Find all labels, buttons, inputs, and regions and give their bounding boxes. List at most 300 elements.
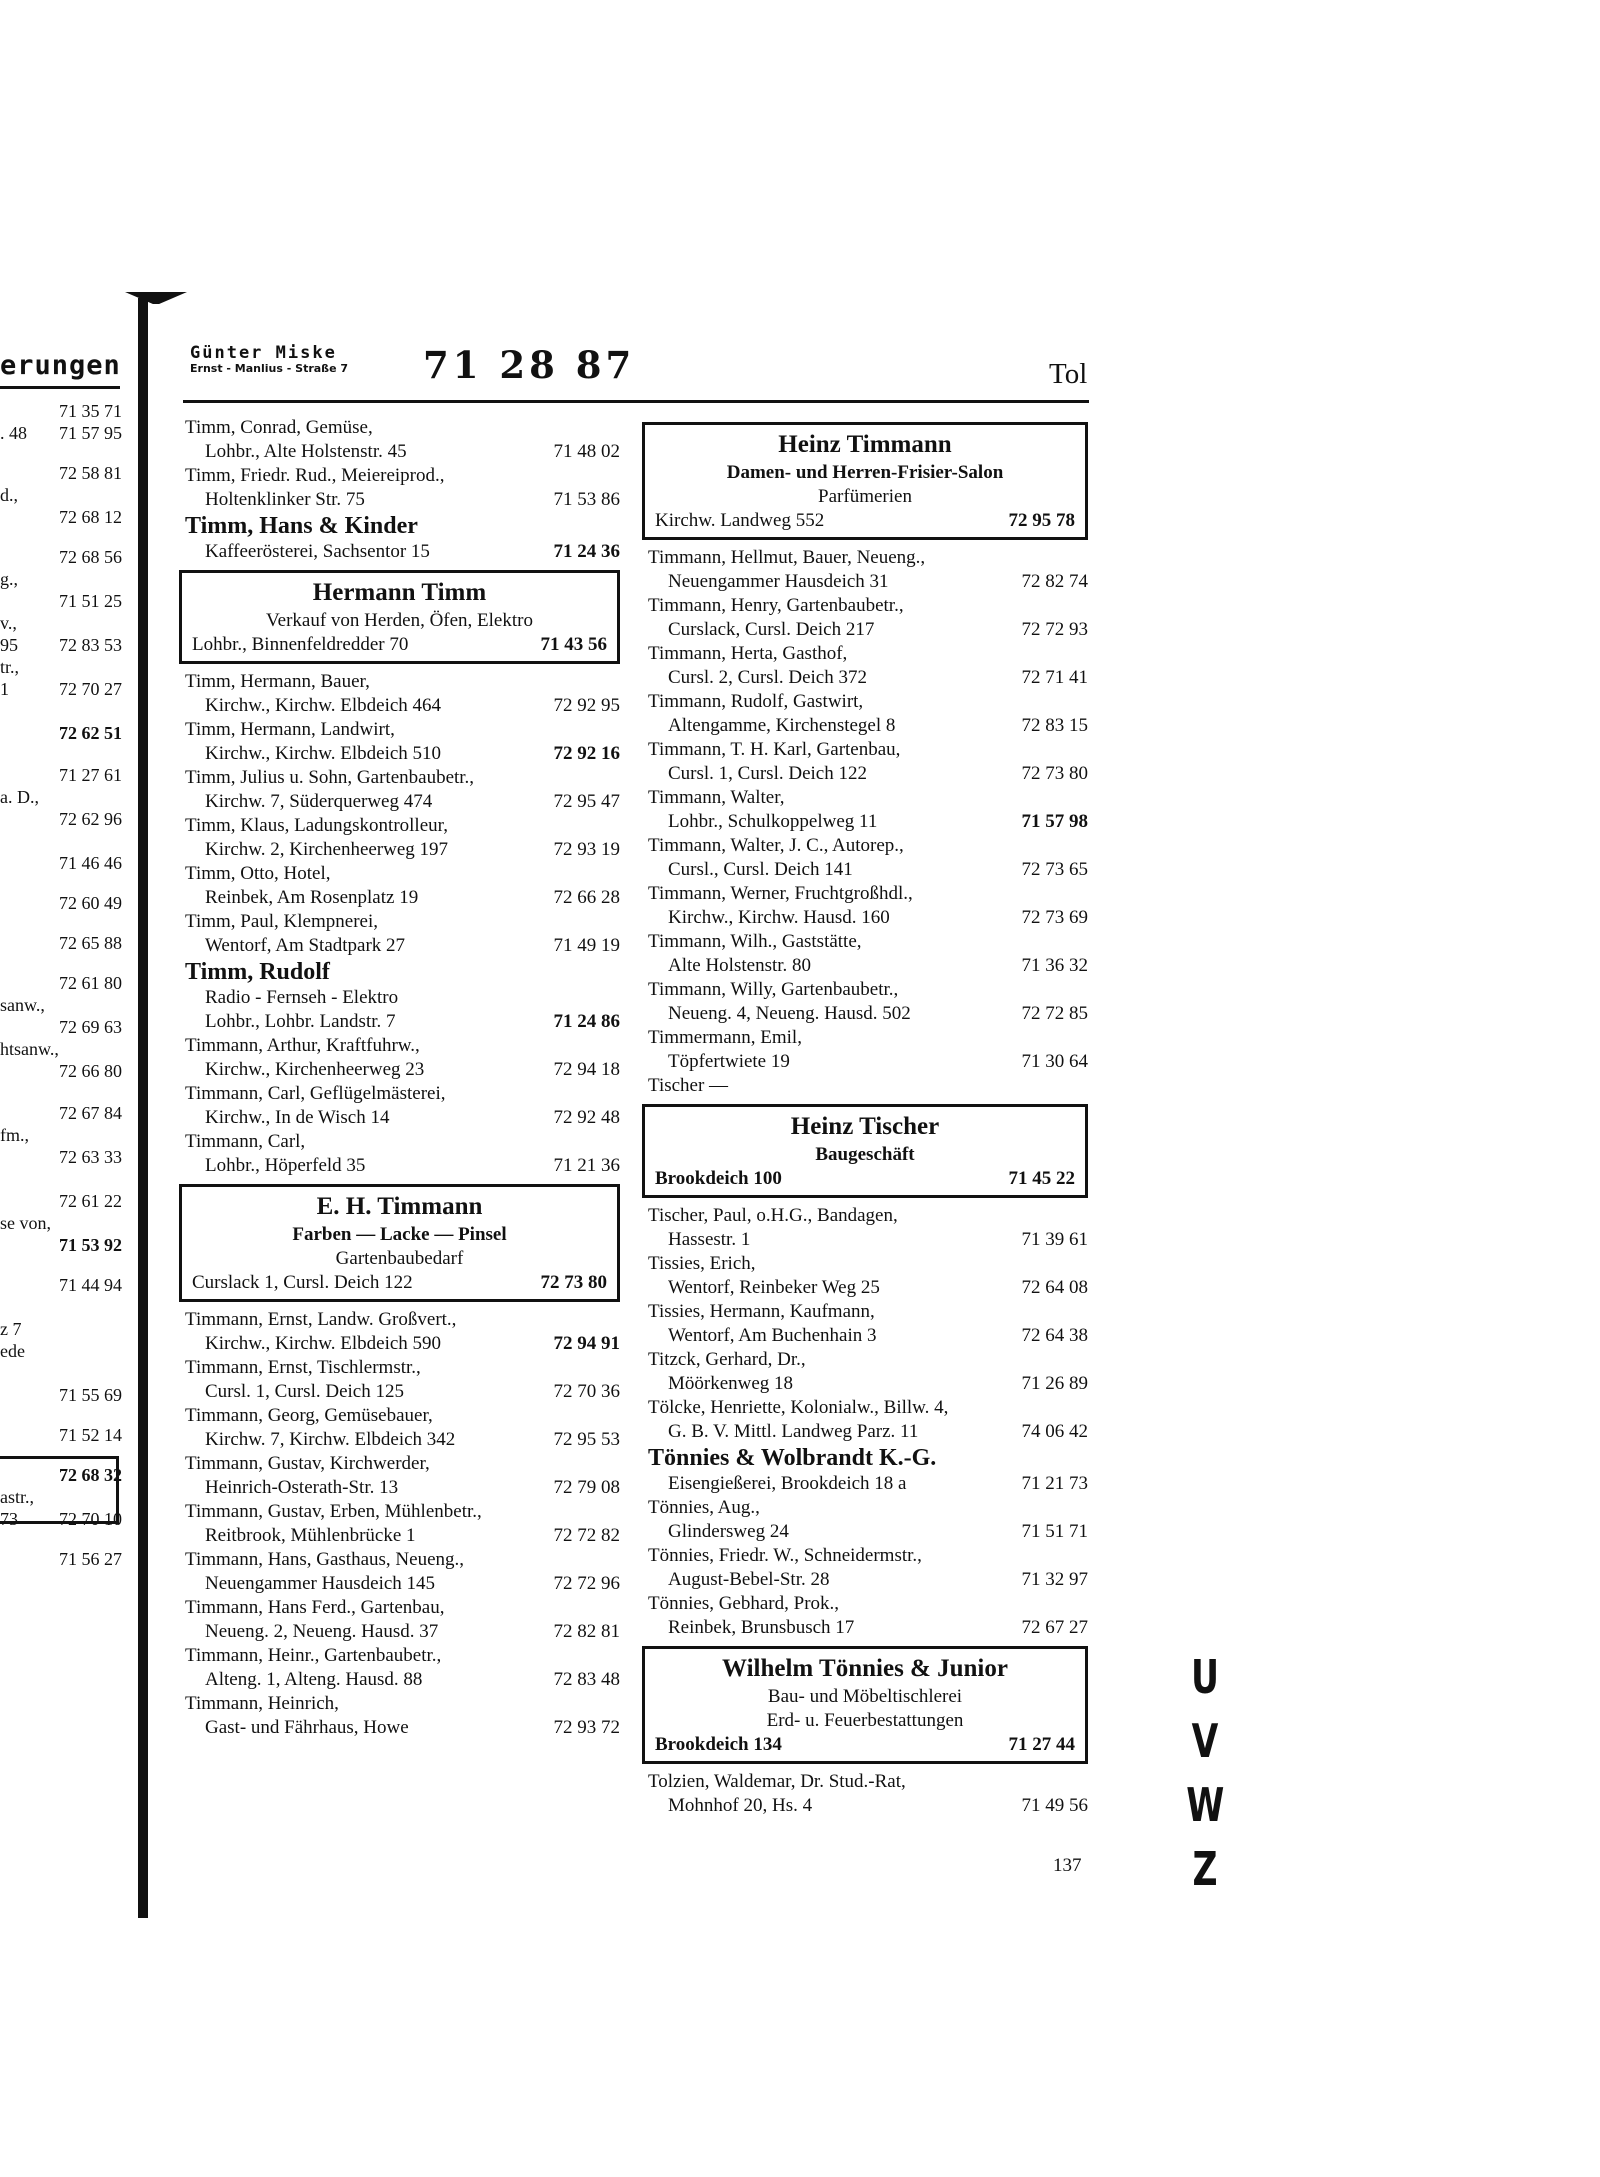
advertisement-address [192,1271,607,1295]
header-advertisement [190,345,348,376]
entry-phone: 72 72 85 [1021,1003,1088,1024]
entry-name: Timmann, Heinrich, [185,1693,339,1714]
previous-column-phone: 71 27 61 [59,765,122,785]
directory-entry [185,814,620,862]
directory-entry [185,1452,620,1500]
entry-phone: 72 83 48 [553,1669,620,1690]
directory-entry [648,1300,1088,1348]
directory-column-2 [648,416,1088,1818]
thumb-index-letter: W [1186,1778,1225,1832]
entry-address: Möörkenweg 18 [668,1373,794,1394]
entry-name: Timmermann, Emil, [648,1027,802,1048]
advertisement-phone: 72 73 80 [540,1272,607,1293]
advertisement-line: Verkauf von Herden, Öfen, Elektro [266,610,533,631]
previous-column-row [0,422,122,444]
previous-column-phone: 71 51 25 [59,591,122,611]
entry-address: Kirchw. 7, Kirchw. Elbdeich 342 [205,1429,456,1450]
previous-column-text: g., [0,569,18,589]
entry-name: Timm, Friedr. Rud., Meiereiprod., [185,465,445,486]
previous-column-text: d., [0,485,18,505]
previous-column-row [0,722,122,744]
entry-address: Kirchw. 7, Süderquerweg 474 [205,791,433,812]
directory-entry [185,1356,620,1404]
entry-name: Timmann, Ernst, Tischlermstr., [185,1357,421,1378]
directory-entry [648,978,1088,1026]
previous-column-phone: 72 61 22 [59,1191,122,1211]
entry-name: Timmann, Wilh., Gaststätte, [648,931,862,952]
entry-name: Timmann, Herta, Gasthof, [648,643,848,664]
entry-address: Wentorf, Am Stadtpark 27 [205,935,406,956]
directory-entry [648,1348,1088,1396]
previous-column-phone: 71 57 95 [59,423,122,443]
entry-address: Reinbek, Brunsbusch 17 [668,1617,855,1638]
entry-address: Reitbrook, Mühlenbrücke 1 [205,1525,416,1546]
directory-entry [648,642,1088,690]
advertisement-phone: 71 43 56 [540,634,607,655]
previous-column-phone: 71 53 92 [59,1235,122,1255]
entry-name: Tissies, Erich, [648,1253,756,1274]
thumb-index-letter: Z [1192,1842,1218,1896]
entry-address: Curslack, Cursl. Deich 217 [668,619,875,640]
entry-address: Kirchw. 2, Kirchenheerweg 197 [205,839,449,860]
advertiser-name: Hermann Timm [312,579,487,606]
entry-name: Timm, Hans & Kinder [185,513,418,539]
directory-entry [648,1396,1088,1444]
entry-name: Timm, Rudolf [185,959,330,985]
directory-entry [648,1074,1088,1098]
directory-entry [648,546,1088,594]
directory-entry [185,862,620,910]
advertiser-name: Wilhelm Tönnies & Junior [722,1655,1008,1682]
entry-address: Kirchw., In de Wisch 14 [205,1107,390,1128]
header-ad-address: Ernst - Manlius - Straße 7 [190,362,349,375]
entry-name: Timmann, Carl, Geflügelmästerei, [185,1083,446,1104]
entry-address: Cursl. 1, Cursl. Deich 125 [205,1381,404,1402]
entry-name: Timmann, Gustav, Kirchwerder, [185,1453,430,1474]
previous-column-row [0,634,122,656]
entry-phone: 72 72 96 [553,1573,620,1594]
entry-name: Timmann, T. H. Karl, Gartenbau, [648,739,901,760]
previous-column-row [0,1016,122,1038]
directory-entry [185,416,620,464]
previous-column-text: 73 [0,1509,18,1529]
thumb-index-letter: U [1190,1650,1220,1704]
advertisement-address [655,509,1075,533]
previous-column-rule [0,386,120,389]
entry-address: Neueng. 2, Neueng. Hausd. 37 [205,1621,439,1642]
entry-address: Holtenklinker Str. 75 [205,489,365,510]
entry-phone: 72 94 91 [553,1333,620,1354]
directory-entry [185,1404,620,1452]
previous-column-phone: 72 60 49 [59,893,122,913]
previous-column-row [0,1424,122,1446]
directory-entry [185,1308,620,1356]
advertisement-box [642,422,1088,540]
previous-column-phone: 72 69 63 [59,1017,122,1037]
previous-column-phone: 72 68 56 [59,547,122,567]
advertisement-line: Erd- u. Feuerbestattungen [766,1710,964,1731]
entry-address: Altengamme, Kirchenstegel 8 [668,715,896,736]
entry-phone: 72 83 15 [1021,715,1088,736]
directory-entry [648,882,1088,930]
entry-name: Tischer, Paul, o.H.G., Bandagen, [648,1205,898,1226]
directory-entry [648,1496,1088,1544]
advertisement-phone: 72 95 78 [1008,510,1075,531]
previous-column-phone: 72 62 96 [59,809,122,829]
directory-entry [185,910,620,958]
entry-address: Kirchw., Kirchw. Elbdeich 510 [205,743,442,764]
entry-phone: 72 67 27 [1021,1617,1088,1638]
entry-address: Kaffeerösterei, Sachsentor 15 [205,541,430,562]
directory-entry [185,1500,620,1548]
previous-column-row [0,852,122,874]
advertisement-line: Farben — Lacke — Pinsel [292,1224,507,1245]
directory-entry [185,1082,620,1130]
advertiser-name: Heinz Timmann [778,431,952,458]
entry-phone: 71 21 73 [1021,1473,1088,1494]
directory-entry [185,512,620,564]
directory-entry [648,738,1088,786]
entry-name: Timmann, Henry, Gartenbaubetr., [648,595,904,616]
directory-entry [648,594,1088,642]
directory-entry [185,1130,620,1178]
entry-phone: 71 49 56 [1021,1795,1088,1816]
entry-name: Titzck, Gerhard, Dr., [648,1349,806,1370]
entry-address: Glindersweg 24 [668,1521,789,1542]
directory-entry [648,930,1088,978]
directory-entry [185,1596,620,1644]
previous-column-row [0,1102,122,1124]
entry-address: Mohnhof 20, Hs. 4 [668,1795,813,1816]
entry-phone: 72 66 28 [553,887,620,908]
entry-phone: 72 73 65 [1021,859,1088,880]
advertisement-line: Baugeschäft [815,1144,915,1165]
advertisement-line: Bau- und Möbeltischlerei [767,1686,963,1707]
entry-name: Timm, Hermann, Bauer, [185,671,370,692]
previous-column-phone: 72 68 12 [59,507,122,527]
entry-phone: 72 64 08 [1021,1277,1088,1298]
entry-phone: 72 95 53 [553,1429,620,1450]
previous-column-row [0,1190,122,1212]
previous-column-phone: 72 63 33 [59,1147,122,1167]
directory-entry [185,1692,620,1740]
header-ad-name: Günter Miske [190,343,337,363]
previous-column-text: sanw., [0,995,45,1015]
previous-column-row [0,994,122,1016]
entry-phone: 72 82 74 [1021,571,1088,592]
entry-phone: 72 92 16 [553,743,620,764]
previous-column-row [0,1274,122,1296]
entry-phone: 71 53 86 [553,489,620,510]
previous-column-row [0,1124,122,1146]
directory-entry [648,1026,1088,1074]
previous-column-row [0,1212,122,1234]
entry-address: Töpfertwiete 19 [668,1051,790,1072]
previous-column-row [0,506,122,528]
entry-phone: 74 06 42 [1021,1421,1088,1442]
directory-entry [648,1770,1088,1818]
entry-phone: 72 70 36 [553,1381,620,1402]
previous-column-text: . 48 [0,423,27,443]
entry-name: Tölcke, Henriette, Kolonialw., Billw. 4, [648,1397,949,1418]
previous-column-row [0,484,122,506]
previous-column-row [0,1548,122,1570]
previous-column-phone: 72 70 27 [59,679,122,699]
entry-address: Cursl., Cursl. Deich 141 [668,859,853,880]
previous-column-row [0,1146,122,1168]
entry-phone: 71 24 36 [553,541,620,562]
entry-phone: 71 32 97 [1021,1569,1088,1590]
previous-column-phone: 72 58 81 [59,463,122,483]
directory-entry [648,1544,1088,1592]
entry-name: Tönnies, Friedr. W., Schneidermstr., [648,1545,922,1566]
entry-phone: 71 51 71 [1021,1521,1088,1542]
entry-name: Timmann, Arthur, Kraftfuhrw., [185,1035,420,1056]
entry-phone: 72 72 93 [1021,619,1088,640]
directory-entry [648,1444,1088,1496]
previous-column-phone: 72 67 84 [59,1103,122,1123]
entry-name: Timmann, Hans Ferd., Gartenbau, [185,1597,445,1618]
entry-name: Timm, Hermann, Landwirt, [185,719,395,740]
previous-column-phone: 71 56 27 [59,1549,122,1569]
entry-name: Timmann, Willy, Gartenbaubetr., [648,979,899,1000]
directory-entry [648,1592,1088,1640]
directory-entry [185,766,620,814]
entry-phone: 72 64 38 [1021,1325,1088,1346]
entry-name: Timm, Paul, Klempnerei, [185,911,378,932]
entry-phone: 72 92 48 [553,1107,620,1128]
entry-name: Tönnies, Gebhard, Prok., [648,1593,840,1614]
entry-address: Hassestr. 1 [668,1229,751,1250]
previous-column-row [0,1384,122,1406]
previous-column-row [0,1340,122,1362]
previous-column-row [0,462,122,484]
advertisement-address-text: Curslack 1, Cursl. Deich 122 [192,1272,413,1293]
entry-name: Timm, Julius u. Sohn, Gartenbaubetr., [185,767,475,788]
previous-column-text: z 7 [0,1319,22,1339]
directory-entry [648,1252,1088,1300]
previous-column-heading: erungen [0,350,121,381]
entry-phone: 72 93 19 [553,839,620,860]
directory-entry [185,718,620,766]
entry-phone: 72 73 69 [1021,907,1088,928]
entry-name: Timmann, Rudolf, Gastwirt, [648,691,864,712]
directory-entry [648,834,1088,882]
previous-column-row [0,678,122,700]
entry-phone: 71 24 86 [553,1011,620,1032]
advertisement-address [655,1167,1075,1191]
previous-column-row [0,972,122,994]
entry-phone: 72 94 18 [553,1059,620,1080]
entry-phone: 72 82 81 [553,1621,620,1642]
previous-column-row [0,932,122,954]
header-ad-phone: 71 28 87 [423,343,636,387]
previous-column-row [0,546,122,568]
entry-address: Heinrich-Osterath-Str. 13 [205,1477,399,1498]
entry-phone: 71 39 61 [1021,1229,1088,1250]
previous-column-text: htsanw., [0,1039,59,1059]
entry-address: Neuengammer Hausdeich 31 [668,571,889,592]
previous-column-phone: 72 68 32 [59,1465,122,1485]
entry-phone: 71 26 89 [1021,1373,1088,1394]
advertisement-line: Gartenbaubedarf [335,1248,464,1269]
entry-name: Tönnies, Aug., [648,1497,760,1518]
entry-phone: 72 71 41 [1021,667,1088,688]
entry-name: Tischer — [648,1075,729,1096]
advertisement-address-text: Kirchw. Landweg 552 [655,510,825,531]
previous-column-row [0,808,122,830]
advertisement-address-text: Brookdeich 100 [655,1168,782,1189]
advertisement-box [179,570,620,664]
previous-column-phone: 71 55 69 [59,1385,122,1405]
entry-phone: 71 57 98 [1021,811,1088,832]
entry-address: Reinbek, Am Rosenplatz 19 [205,887,419,908]
previous-column-row [0,1318,122,1340]
entry-address: Neueng. 4, Neueng. Hausd. 502 [668,1003,911,1024]
entry-phone: 71 30 64 [1021,1051,1088,1072]
previous-column-row [0,400,122,422]
directory-entry [185,1644,620,1692]
previous-column-row [0,892,122,914]
previous-column-phone: 72 62 51 [59,723,122,743]
entry-name: Timmann, Gustav, Erben, Mühlenbetr., [185,1501,482,1522]
entry-phone: 72 93 72 [553,1717,620,1738]
previous-column-row [0,1234,122,1256]
entry-address: Gast- und Fährhaus, Howe [205,1717,409,1738]
entry-address: Lohbr., Schulkoppelweg 11 [668,811,878,832]
previous-column-phone: 72 66 80 [59,1061,122,1081]
advertisement-address [655,1733,1075,1757]
entry-address: G. B. V. Mittl. Landweg Parz. 11 [668,1421,919,1442]
entry-name: Timmann, Ernst, Landw. Großvert., [185,1309,457,1330]
entry-phone: 71 21 36 [553,1155,620,1176]
entry-phone: 72 92 95 [553,695,620,716]
entry-name: Timmann, Hans, Gasthaus, Neueng., [185,1549,464,1570]
binding-spine [138,298,148,1918]
entry-phone: 72 95 47 [553,791,620,812]
entry-address: Alte Holstenstr. 80 [668,955,812,976]
entry-name: Tönnies & Wolbrandt K.-G. [648,1445,937,1471]
previous-column-phone: 72 83 53 [59,635,122,655]
entry-address: Kirchw., Kirchw. Elbdeich 464 [205,695,442,716]
entry-name: Timm, Otto, Hotel, [185,863,331,884]
entry-phone: 71 49 19 [553,935,620,956]
entry-address: Kirchw., Kirchw. Elbdeich 590 [205,1333,442,1354]
directory-entry [185,1034,620,1082]
previous-column-row [0,612,122,634]
entry-name: Timmann, Walter, J. C., Autorep., [648,835,904,856]
entry-address: Kirchw., Kirchenheerweg 23 [205,1059,425,1080]
previous-column-row [0,1060,122,1082]
entry-address: Neuengammer Hausdeich 145 [205,1573,436,1594]
advertiser-name: E. H. Timmann [316,1193,483,1220]
previous-column-text: a. D., [0,787,39,807]
directory-entry [185,1548,620,1596]
previous-column-phone: 71 44 94 [59,1275,122,1295]
entry-name: Timm, Klaus, Ladungskontrolleur, [185,815,448,836]
previous-column-phone: 72 70 10 [59,1509,122,1529]
previous-column-text: v., [0,613,17,633]
advertisement-line: Damen- und Herren-Frisier-Salon [726,462,1004,483]
entry-address: Wentorf, Am Buchenhain 3 [668,1325,877,1346]
previous-column-row [0,764,122,786]
previous-column-fragment [0,350,125,1850]
advertisement-address [192,633,607,657]
binding-spine-cap [125,292,187,304]
previous-column-text: fm., [0,1125,29,1145]
previous-column-text: tr., [0,657,20,677]
previous-column-text: se von, [0,1213,51,1233]
advertisement-phone: 71 45 22 [1008,1168,1075,1189]
entry-address: Lohbr., Alte Holstenstr. 45 [205,441,407,462]
previous-column-phone: 71 46 46 [59,853,122,873]
directory-entry [185,670,620,718]
entry-name: Timmann, Georg, Gemüsebauer, [185,1405,433,1426]
entry-address: Cursl. 2, Cursl. Deich 372 [668,667,867,688]
advertisement-box [642,1646,1088,1764]
entry-address: Kirchw., Kirchw. Hausd. 160 [668,907,890,928]
advertisement-phone: 71 27 44 [1008,1734,1075,1755]
previous-column-phone: 72 61 80 [59,973,122,993]
previous-column-text: astr., [0,1487,34,1507]
entry-name: Tissies, Hermann, Kaufmann, [648,1301,875,1322]
previous-column-text: 1 [0,679,9,699]
previous-column-row [0,786,122,808]
advertisement-box [642,1104,1088,1198]
entry-address: Radio - Fernseh - Elektro [205,987,399,1008]
previous-column-text: 95 [0,635,18,655]
entry-phone: 71 36 32 [1021,955,1088,976]
directory-entry [185,464,620,512]
advertisement-line: Parfümerien [818,486,912,507]
entry-address: Eisengießerei, Brookdeich 18 a [668,1473,907,1494]
directory-entry [185,958,620,1034]
previous-column-phone: 71 52 14 [59,1425,122,1445]
directory-entry [648,690,1088,738]
entry-address: August-Bebel-Str. 28 [668,1569,830,1590]
previous-column-row [0,1038,122,1060]
entry-address: Cursl. 1, Cursl. Deich 122 [668,763,867,784]
previous-column-phone: 71 35 71 [59,401,122,421]
entry-address: Lohbr., Höperfeld 35 [205,1155,366,1176]
advertisement-box [179,1184,620,1302]
previous-column-row [0,656,122,678]
entry-phone: 72 73 80 [1021,763,1088,784]
entry-phone: 72 72 82 [553,1525,620,1546]
directory-entry [648,786,1088,834]
page-number: 137 [1053,1855,1082,1876]
entry-name: Tolzien, Waldemar, Dr. Stud.-Rat, [648,1771,906,1792]
previous-column-row [0,568,122,590]
previous-column-ad-box [0,1456,119,1524]
thumb-index-tabs [1180,1645,1230,1901]
previous-column-phone: 72 65 88 [59,933,122,953]
advertisement-address-text: Lohbr., Binnenfeldredder 70 [192,634,409,655]
entry-name: Timmann, Carl, [185,1131,306,1152]
page-index-heading: Tol [1049,358,1088,390]
previous-column-row [0,590,122,612]
advertiser-name: Heinz Tischer [790,1113,940,1140]
entry-address: Wentorf, Reinbeker Weg 25 [668,1277,880,1298]
entry-name: Timmann, Walter, [648,787,785,808]
entry-phone: 72 79 08 [553,1477,620,1498]
entry-phone: 71 48 02 [553,441,620,462]
directory-column-1 [185,416,620,1740]
header-rule [183,400,1089,403]
previous-column-text: ede [0,1341,25,1361]
thumb-index-letter: V [1191,1714,1219,1768]
entry-name: Timm, Conrad, Gemüse, [185,417,373,438]
